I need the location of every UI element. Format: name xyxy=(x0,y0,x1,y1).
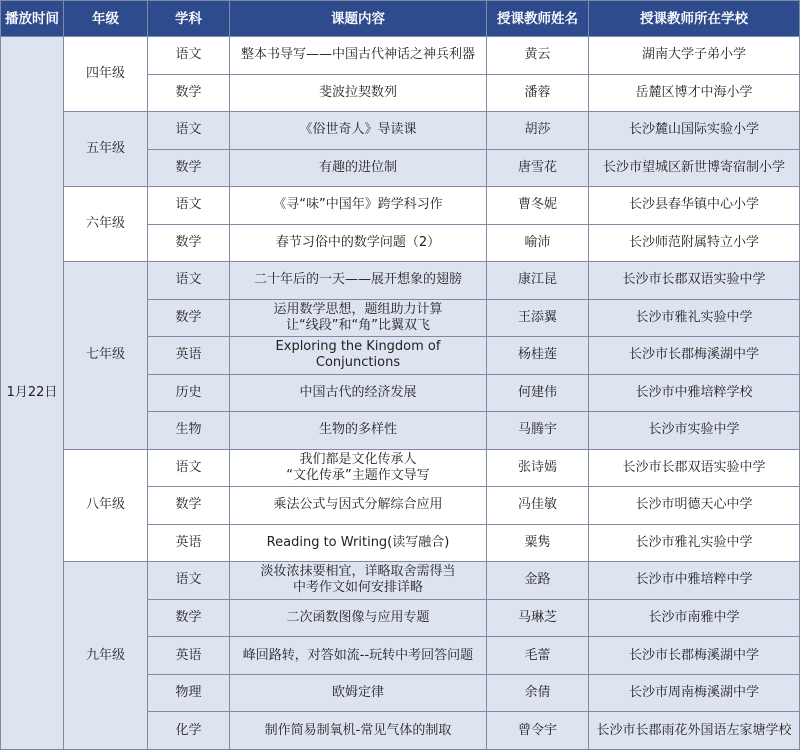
table-body xyxy=(1,37,800,750)
header-row xyxy=(1,1,800,37)
subject-cell: 历史 xyxy=(148,374,230,412)
grade-cell: 九年级 xyxy=(64,562,148,750)
school-cell: 长沙市长郡梅溪湖中学 xyxy=(589,637,800,675)
teacher-cell: 张诗嫣 xyxy=(487,449,589,487)
school-cell: 长沙市长郡双语实验中学 xyxy=(589,262,800,300)
grade-cell: 四年级 xyxy=(64,37,148,112)
subject-cell: 语文 xyxy=(148,262,230,300)
school-cell: 长沙市明德天心中学 xyxy=(589,487,800,525)
teacher-cell: 金路 xyxy=(487,562,589,600)
topic-cell: 中国古代的经济发展 xyxy=(230,374,487,412)
teacher-cell: 潘蓉 xyxy=(487,74,589,112)
topic-cell: 二次函数图像与应用专题 xyxy=(230,599,487,637)
topic-cell: Reading to Writing(读写融合) xyxy=(230,524,487,562)
school-cell: 长沙市长郡雨花外国语左家塘学校 xyxy=(589,712,800,750)
subject-cell: 语文 xyxy=(148,562,230,600)
grade-cell: 六年级 xyxy=(64,187,148,262)
topic-cell: 春节习俗中的数学问题（2） xyxy=(230,224,487,262)
subject-cell: 化学 xyxy=(148,712,230,750)
teacher-cell: 王添翼 xyxy=(487,299,589,337)
topic-line-2: “文化传承”主题作文导写 xyxy=(286,467,430,483)
school-cell: 长沙市雅礼实验中学 xyxy=(589,524,800,562)
topic-cell xyxy=(230,562,487,600)
topic-line-2: 让“线段”和“角”比翼双飞 xyxy=(286,317,430,333)
school-cell: 长沙市望城区新世博寄宿制小学 xyxy=(589,149,800,187)
topic-cell xyxy=(230,299,487,337)
subject-cell: 英语 xyxy=(148,524,230,562)
subject-cell: 数学 xyxy=(148,599,230,637)
school-cell: 长沙麓山国际实验小学 xyxy=(589,112,800,150)
table-row xyxy=(1,562,800,600)
header-teacher: 授课教师姓名 xyxy=(487,1,589,37)
teacher-cell: 马琳芝 xyxy=(487,599,589,637)
teacher-cell: 曹冬妮 xyxy=(487,187,589,225)
subject-cell: 数学 xyxy=(148,299,230,337)
header-subject: 学科 xyxy=(148,1,230,37)
teacher-cell: 胡莎 xyxy=(487,112,589,150)
grade-cell: 五年级 xyxy=(64,112,148,187)
school-cell: 长沙市实验中学 xyxy=(589,412,800,450)
topic-line-1: 我们都是文化传承人 xyxy=(299,451,417,467)
table-row xyxy=(1,112,800,150)
school-cell: 长沙市雅礼实验中学 xyxy=(589,299,800,337)
subject-cell: 语文 xyxy=(148,37,230,75)
topic-cell xyxy=(230,449,487,487)
subject-cell: 数学 xyxy=(148,74,230,112)
school-cell: 长沙师范附属特立小学 xyxy=(589,224,800,262)
subject-cell: 英语 xyxy=(148,637,230,675)
table-row xyxy=(1,262,800,300)
subject-cell: 物理 xyxy=(148,674,230,712)
topic-cell: 乘法公式与因式分解综合应用 xyxy=(230,487,487,525)
subject-cell: 数学 xyxy=(148,224,230,262)
teacher-cell: 何建伟 xyxy=(487,374,589,412)
school-cell: 长沙市中雅培粹中学 xyxy=(589,562,800,600)
header-grade: 年级 xyxy=(64,1,148,37)
header-school: 授课教师所在学校 xyxy=(589,1,800,37)
broadcast-date: 1月22日 xyxy=(1,37,64,750)
header-broadcast-time: 播放时间 xyxy=(1,1,64,37)
topic-cell: 《俗世奇人》导读课 xyxy=(230,112,487,150)
teacher-cell: 马腾宇 xyxy=(487,412,589,450)
topic-line-2: 中考作文如何安排详略 xyxy=(292,580,423,596)
subject-cell: 英语 xyxy=(148,337,230,375)
topic-cell: 《寻“味”中国年》跨学科习作 xyxy=(230,187,487,225)
subject-cell: 语文 xyxy=(148,187,230,225)
teacher-cell: 康江昆 xyxy=(487,262,589,300)
teacher-cell: 余倩 xyxy=(487,674,589,712)
school-cell: 长沙市长郡梅溪湖中学 xyxy=(589,337,800,375)
school-cell: 湖南大学子弟小学 xyxy=(589,37,800,75)
grade-cell: 八年级 xyxy=(64,449,148,562)
topic-cell: 峰回路转，对答如流--玩转中考回答问题 xyxy=(230,637,487,675)
school-cell: 长沙市南雅中学 xyxy=(589,599,800,637)
teacher-cell: 毛蕾 xyxy=(487,637,589,675)
topic-cell: 有趣的进位制 xyxy=(230,149,487,187)
teacher-cell: 粟隽 xyxy=(487,524,589,562)
table-row xyxy=(1,187,800,225)
subject-cell: 语文 xyxy=(148,449,230,487)
topic-cell: 斐波拉契数列 xyxy=(230,74,487,112)
table-row xyxy=(1,449,800,487)
subject-cell: 生物 xyxy=(148,412,230,450)
school-cell: 岳麓区博才中海小学 xyxy=(589,74,800,112)
table-row xyxy=(1,37,800,75)
teacher-cell: 喻沛 xyxy=(487,224,589,262)
subject-cell: 数学 xyxy=(148,487,230,525)
subject-cell: 数学 xyxy=(148,149,230,187)
teacher-cell: 黄云 xyxy=(487,37,589,75)
subject-cell: 语文 xyxy=(148,112,230,150)
teacher-cell: 唐雪花 xyxy=(487,149,589,187)
topic-cell: 整本书导写——中国古代神话之神兵利器 xyxy=(230,37,487,75)
grade-cell: 七年级 xyxy=(64,262,148,450)
topic-line-1: 运用数学思想，题组助力计算 xyxy=(273,301,443,317)
school-cell: 长沙县春华镇中心小学 xyxy=(589,187,800,225)
topic-cell: 二十年后的一天——展开想象的翅膀 xyxy=(230,262,487,300)
teacher-cell: 冯佳敏 xyxy=(487,487,589,525)
teacher-cell: 杨桂莲 xyxy=(487,337,589,375)
topic-cell: 欧姆定律 xyxy=(230,674,487,712)
school-cell: 长沙市长郡双语实验中学 xyxy=(589,449,800,487)
school-cell: 长沙市周南梅溪湖中学 xyxy=(589,674,800,712)
topic-cell: 制作简易制氧机-常见气体的制取 xyxy=(230,712,487,750)
topic-cell: Exploring the Kingdom of Conjunctions xyxy=(230,337,487,375)
header-topic: 课题内容 xyxy=(230,1,487,37)
teacher-cell: 曾令宇 xyxy=(487,712,589,750)
topic-line-1: 淡妆浓抹要相宜，详略取舍需得当 xyxy=(260,564,456,580)
topic-cell: 生物的多样性 xyxy=(230,412,487,450)
school-cell: 长沙市中雅培粹学校 xyxy=(589,374,800,412)
